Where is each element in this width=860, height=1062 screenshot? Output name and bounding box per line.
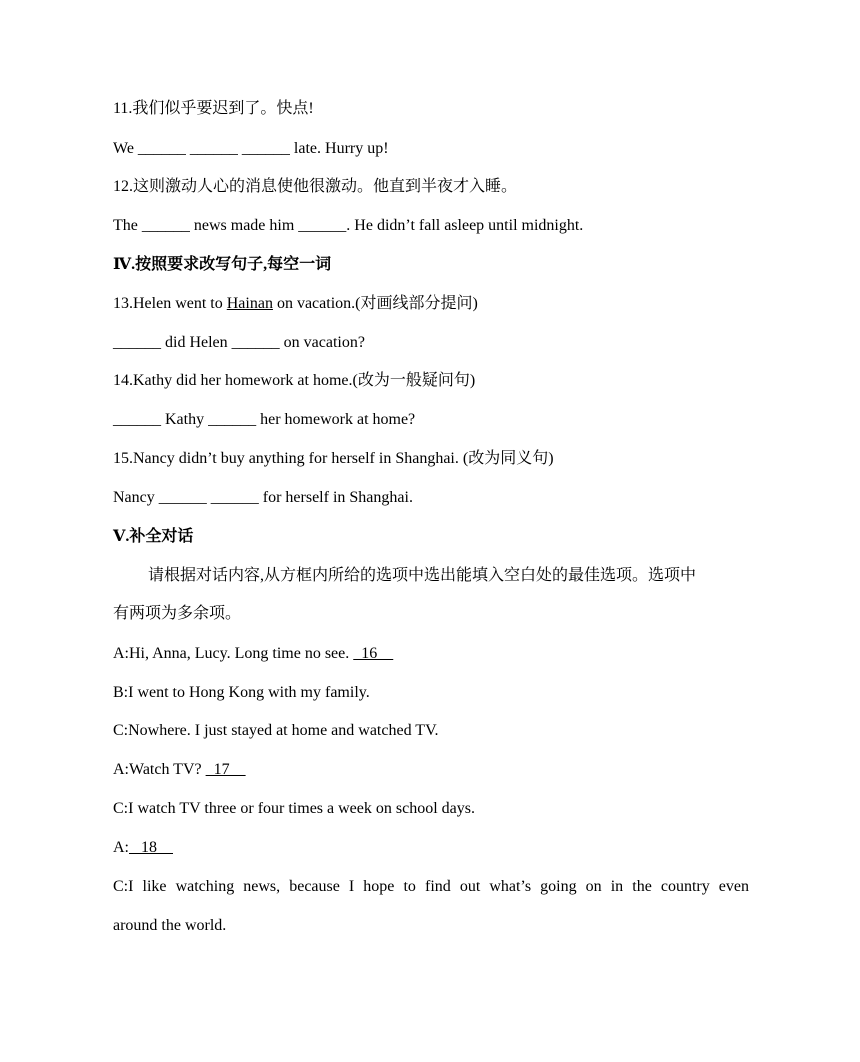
question-13-suffix: on vacation.(对画线部分提问) [272, 295, 478, 312]
dialogue-line-4-text: A:Watch TV? [113, 761, 206, 778]
dialogue-line-3: C:Nowhere. I just stayed at home and watched TV. [113, 722, 439, 739]
dialogue-line-1-text: A:Hi, Anna, Lucy. Long time no see. [113, 645, 354, 662]
dialogue-line-7: C:I like watching news, because I hope to find out what’s going on in the country even [113, 878, 749, 895]
question-15-prompt: 15.Nancy didn’t buy anything for herself in Shanghai. (改为同义句) [113, 450, 554, 467]
question-13-answer: ______ did Helen ______ on vacation? [113, 334, 365, 351]
question-12-english: The ______ news made him ______. He didn’t fall asleep until midnight. [113, 217, 584, 234]
question-15-answer: Nancy ______ ______ for herself in Shanghai. [113, 489, 413, 506]
dialogue-line-4 [113, 760, 246, 780]
dialogue-line-6-text: A: [113, 839, 129, 856]
dialogue-line-5: C:I watch TV three or four times a week on school days. [113, 800, 475, 817]
question-13-prefix: 13.Helen went to [113, 295, 227, 312]
dialogue-line-8: around the world. [113, 917, 227, 934]
section-5-heading: Ⅴ.补全对话 [113, 528, 194, 545]
question-11-english: We ______ ______ ______ late. Hurry up! [113, 140, 389, 157]
question-14-prompt: 14.Kathy did her homework at home.(改为一般疑问句) [113, 372, 476, 389]
blank-16: 16 [353, 645, 394, 662]
section-5-instruction-line-2: 有两项为多余项。 [113, 605, 242, 622]
section-4-heading: Ⅳ.按照要求改写句子,每空一词 [113, 256, 332, 273]
dialogue-line-6 [113, 838, 173, 858]
question-13-underlined: Hainan [226, 295, 273, 312]
question-12-chinese: 12.这则激动人心的消息使他很激动。他直到半夜才入睡。 [113, 178, 518, 195]
question-13-prompt [113, 294, 478, 314]
dialogue-line-1 [113, 644, 393, 664]
blank-18: 18 [129, 839, 173, 856]
blank-17: 17 [205, 761, 246, 778]
question-11-chinese: 11.我们似乎要迟到了。快点! [113, 100, 314, 117]
dialogue-line-2: B:I went to Hong Kong with my family. [113, 684, 370, 701]
section-5-instruction-line-1: 请根据对话内容,从方框内所给的选项中选出能填入空白处的最佳选项。选项中 [148, 567, 697, 584]
question-14-answer: ______ Kathy ______ her homework at home? [113, 411, 416, 428]
